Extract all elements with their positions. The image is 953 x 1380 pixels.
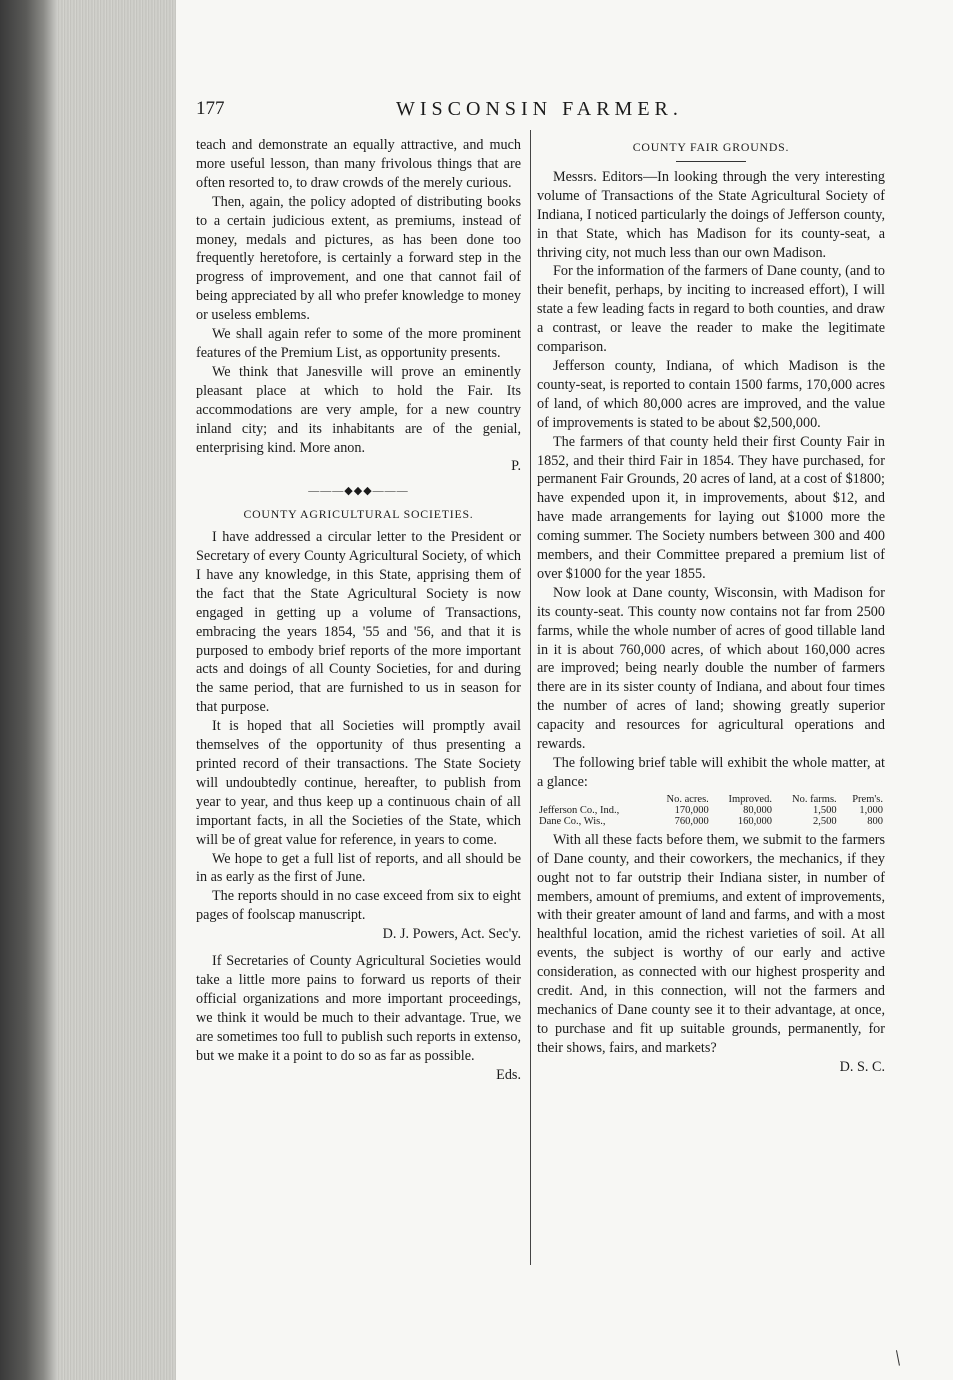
paragraph: teach and demonstrate an equally attractive, and much more useful lesson, than many frivolous things that are often resorted to, to draw crowds of the merely curious. (196, 137, 521, 191)
paragraph: The farmers of that county held their first County Fair in 1852, and their third Fair in 1854. They have purchased, for permanent Fair Grounds, 20 acres of land, at a cost of $1800; have expended upon it, in improvements, about $12, and have made arrangements for laying out $1000 more the coming summer. The Society numbers between 300 and 400 members, and their Committee prepared a premium list of over $1000 for the year 1855. (537, 433, 885, 582)
paragraph: The following brief table will exhibit the whole matter, at a glance: (537, 755, 885, 790)
paragraph: It is hoped that all Societies will promptly avail themselves of the opportunity of thus presenting a printed record of their transactions. The State Society will undoubtedly continue, hereafter, to publish from year to year, and thus keep up a continuous chain of all important facts, in all the Societies of the State, which will be of great value for reference, in years to come. (196, 718, 521, 848)
paragraph: Then, again, the policy adopted of distributing books to a certain judicious extent, as premiums, instead of money, medals and pictures, as has been done too frequently heretofore, is certainly a forward step in the progress of improvement, and one that cannot fail of being appreciated by all who prefer knowledge to money or useless emblems. (196, 193, 521, 324)
table-header-cell: Prem's. (852, 793, 883, 805)
author-initials: D. S. C. (839, 1058, 885, 1075)
table-cell: Dane Co., Wis., (539, 815, 606, 827)
column-divider (530, 130, 531, 1265)
table-row (537, 816, 885, 827)
table-header-cell: No. acres. (666, 793, 709, 805)
paragraph: We hope to get a full list of reports, and all should be in as early as the first of June. (196, 850, 521, 886)
paragraph (196, 363, 521, 458)
page-header (196, 98, 896, 128)
paragraph: Now look at Dane county, Wisconsin, with Madison for its county-seat. This county now contains not far from 2500 farms, while the whole number of acres of good tillable land in it is about 760,000 acres, of which about 160,000 acres are improved; being nearly double the number of farmers there are in its sister county of Indiana, and about four times the number of acres of land; showing greatly superior capacity and resources for agricultural operations and rewards. (537, 584, 885, 753)
table-cell: 800 (867, 815, 883, 827)
table-cell: 760,000 (674, 815, 709, 827)
comparison-table (537, 794, 885, 827)
title-rule (676, 161, 746, 162)
table-header-cell: Improved. (728, 793, 772, 805)
paragraph-text: We think that Janesville will prove an eminently pleasant place at which to hold the Fair. Its accommodations are very ample, for a new country inland city; and its inhabitants are of the genial, enterprising kind. More anon. (196, 363, 521, 456)
running-title: WISCONSIN FARMER. (396, 98, 683, 120)
table-header-cell: No. farms. (792, 793, 837, 805)
right-column (537, 136, 885, 1077)
paragraph: Jefferson county, Indiana, of which Madison is the county-seat, is reported to contain 1500 farms, 170,000 acres of land, of which 80,000 acres are improved, and the value of improvements is stated to be about $2,500,000. (537, 357, 885, 431)
author-initial: P. (511, 458, 521, 475)
section-ornament: ———◆◆◆——— (308, 485, 409, 498)
table-cell: Jefferson Co., Ind., (539, 804, 620, 816)
paragraph: Messrs. Editors—In looking through the very interesting volume of Transactions of the State Agricultural Society of Indiana, I noticed particularly the doings of Jefferson county, in that State, which has Madison for its county-seat, a thriving city, not much less than our own Madison. (537, 168, 885, 261)
paragraph: If Secretaries of County Agricultural Societies would take a little more pains to forward us reports of their official organizations and more important proceedings, we think it would be much to their advantage. True, we are sometimes too full to publish such reports in extenso, but we make it a point to do so as far as possible. (196, 953, 521, 1064)
paragraph: With all these facts before them, we submit to the farmers of Dane county, and their coworkers, the mechanics, if they ought not to far outstrip their Indiana sister, in number of members, amount of premiums, and extent of improvements, with their greater amount of land and farms, and with a most healthful location, amid the richest varieties of soil. At all events, the subject is worthy of our early and active consideration, as connected with our highest prosperity and credit. And, in this connection, will not the farmers and mechanics of Dane county see it to their advantage, at once, to purchase and fit up suitable grounds, permanently, for their shows, fairs, and markets? (537, 831, 885, 1056)
left-column (196, 136, 521, 1084)
page-number: 177 (196, 98, 225, 119)
table-header-cell (537, 794, 649, 805)
section-title: COUNTY FAIR GROUNDS. (632, 140, 790, 154)
table-cell: 1,500 (813, 804, 837, 816)
table-cell: 2,500 (813, 815, 837, 827)
page-edges (58, 0, 176, 1380)
signature: D. J. Powers, Act. Sec'y. (382, 926, 521, 943)
table-cell: 80,000 (743, 804, 772, 816)
book-binding (0, 0, 58, 1380)
section-title: COUNTY AGRICULTURAL SOCIETIES. (243, 507, 474, 522)
table-cell: 160,000 (737, 815, 772, 827)
paragraph: We shall again refer to some of the more prominent features of the Premium List, as opportunity presents. (196, 326, 521, 361)
pencil-mark: / (888, 1345, 907, 1370)
table-header-row (537, 794, 885, 805)
table-cell: 1,000 (859, 804, 883, 816)
paragraph: I have addressed a circular letter to the President or Secretary of every County Agricultural Society, of which I have any knowledge, in this State, apprising them of the fact that the State Agricultural Society is now engaged in getting up a volume of Transactions, embracing the years 1854, '55 and '56, and that it is purposed to embody brief reports of the more important acts and doings of all County Societies, for and during the same period, that are furnished to us in season for that purpose. (196, 529, 521, 716)
editors-signature: Eds. (496, 1066, 521, 1083)
paragraph: The reports should in no case exceed from six to eight pages of foolscap manuscript. (196, 888, 521, 924)
table-cell: 170,000 (674, 804, 709, 816)
table-row (537, 805, 885, 816)
paragraph: For the information of the farmers of Dane county, (and to their benefit, perhaps, by inciting to increased effort), I will state a few leading facts in regard to both counties, and draw a contrast, or leave the reader to make the legitimate comparison. (537, 263, 885, 356)
